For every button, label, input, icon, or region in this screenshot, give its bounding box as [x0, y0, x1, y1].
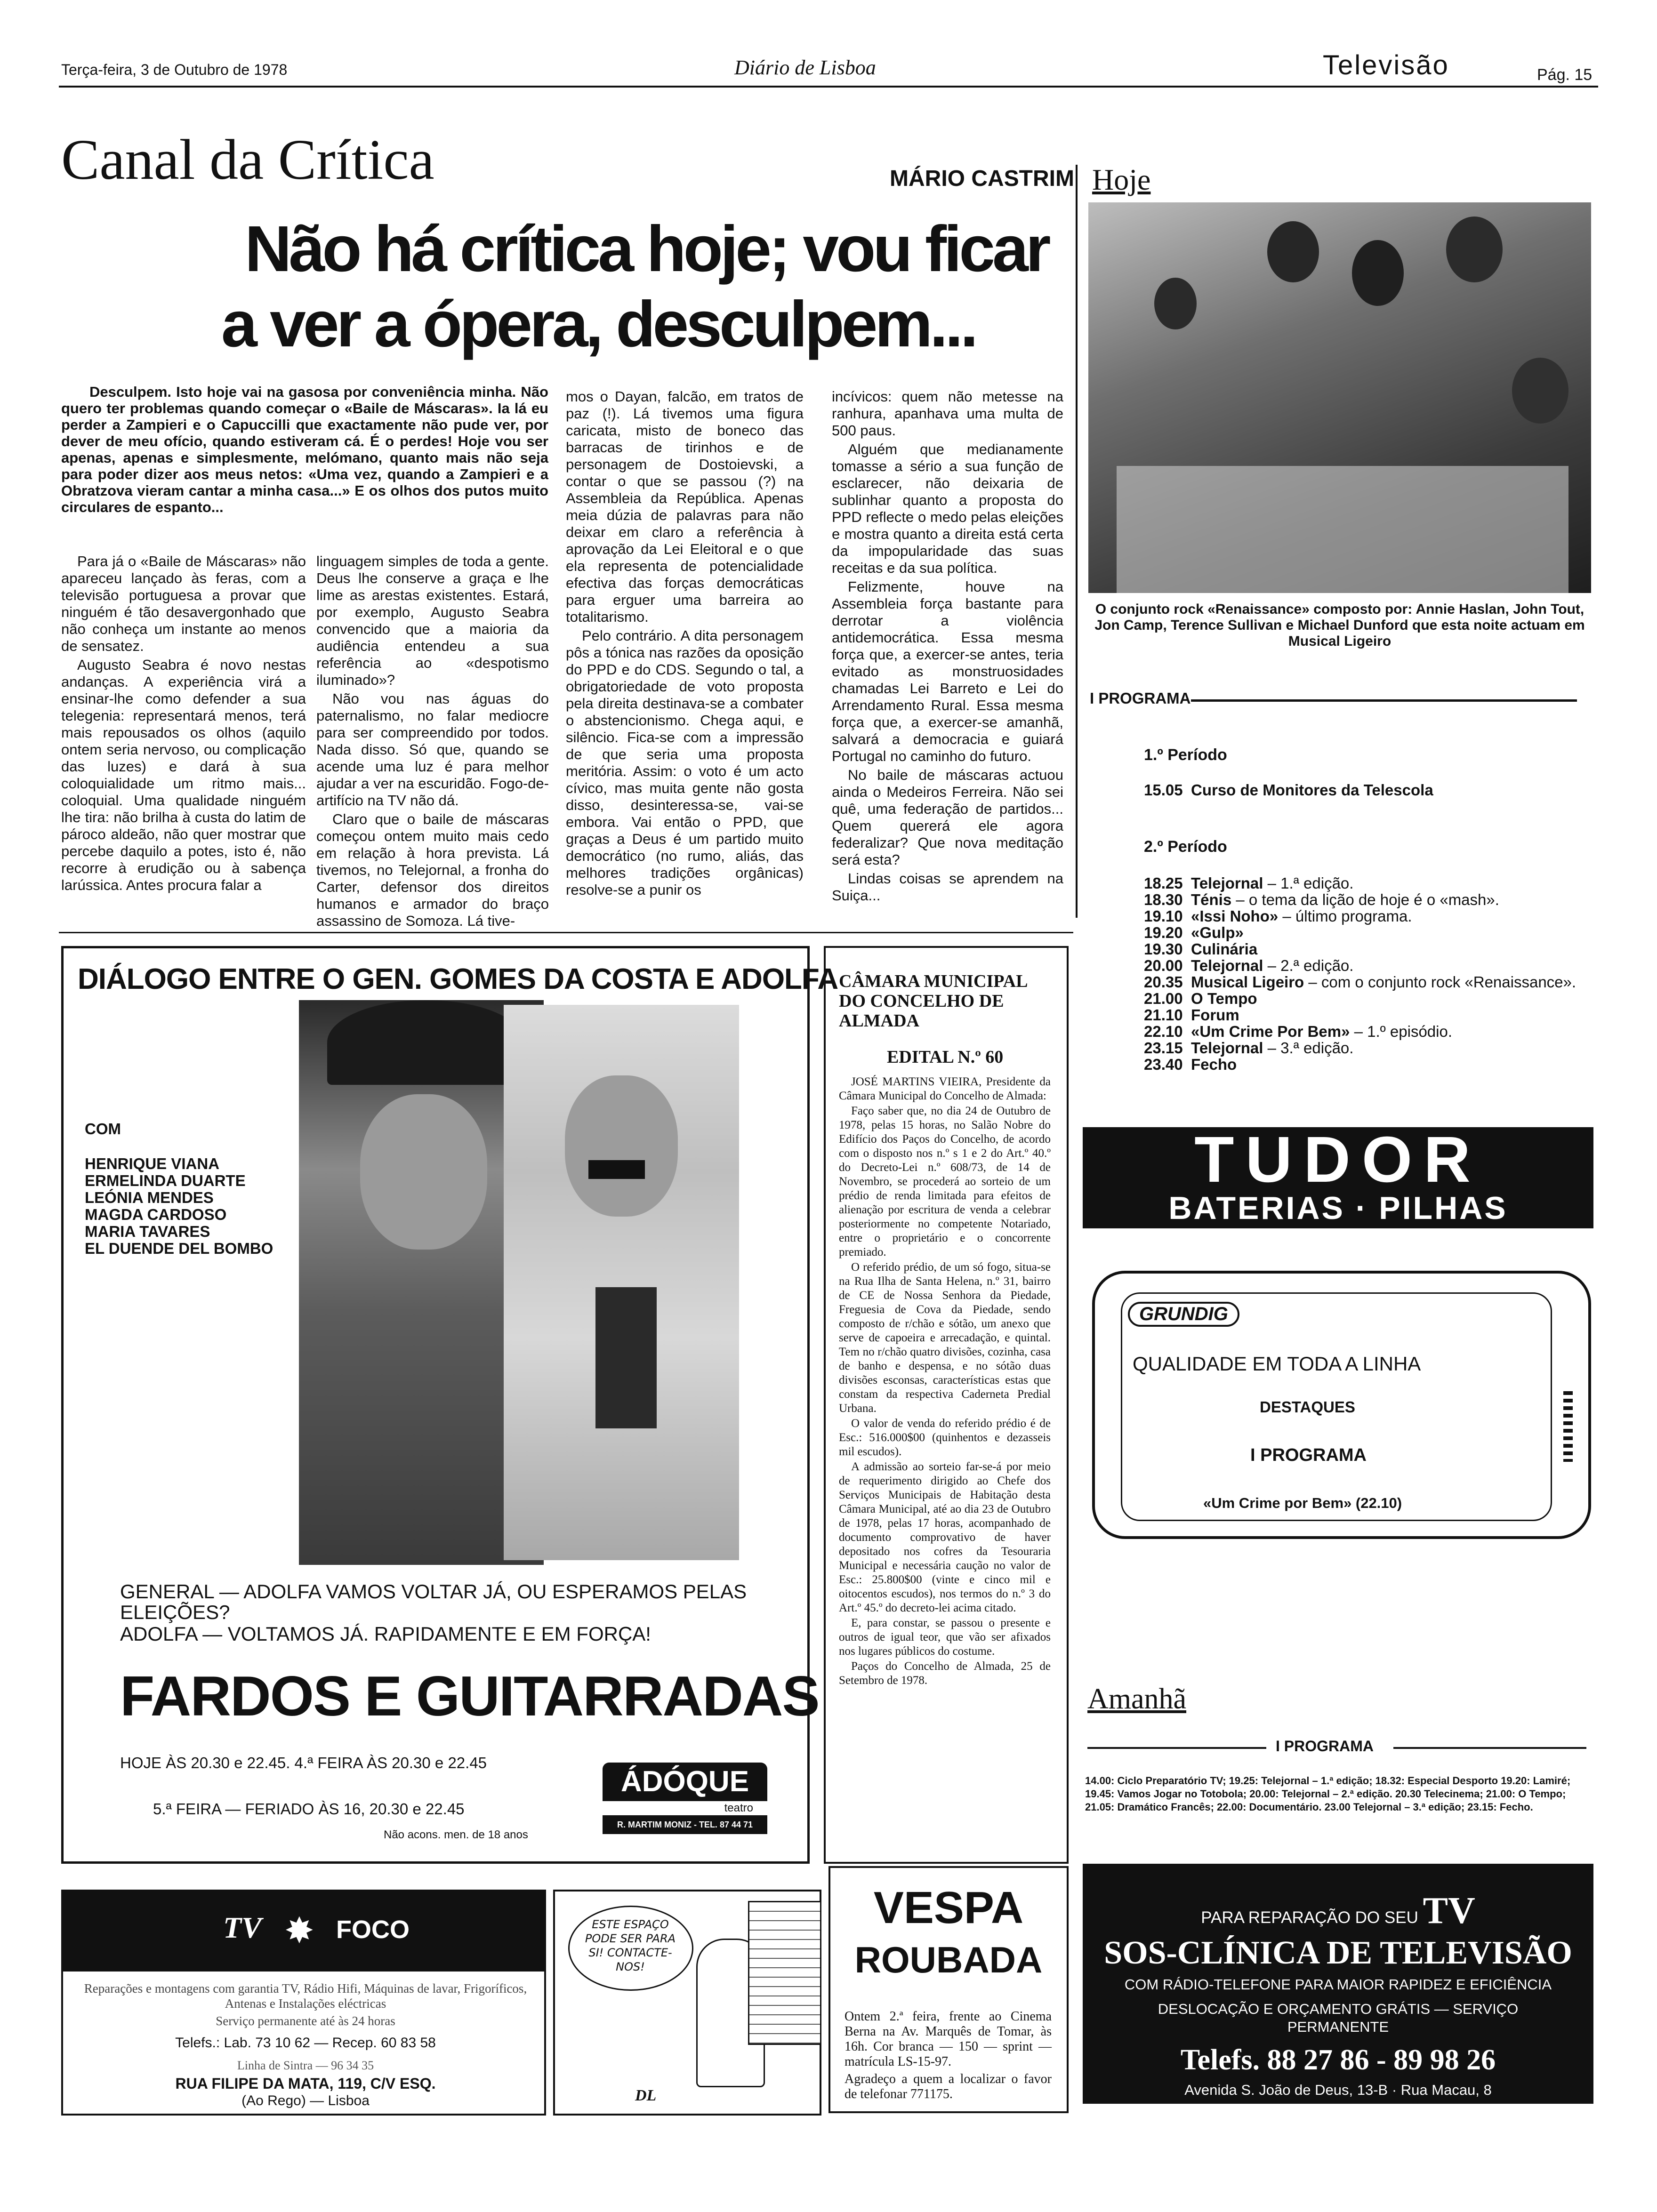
program-desc: – com o conjunto rock «Renaissance».: [1304, 973, 1577, 991]
amanha-rule-left: [1087, 1747, 1266, 1749]
program-title: Culinária: [1191, 940, 1258, 958]
cast-label: COM: [85, 1120, 121, 1138]
program-time: 23.40: [1144, 1056, 1183, 1073]
period1-row: [1144, 781, 1577, 799]
sos-address: Avenida S. João de Deus, 13-B · Rua Macau, 8: [1184, 2082, 1492, 2098]
tvfoco-address: RUA FILIPE DA MATA, 119, C/V ESQ.: [175, 2075, 436, 2092]
col4-p4: No baile de máscaras actuou ainda o Medeiros Ferreira. Não sei quê, uma federação de partidos... Quem quererá ele agora federalizar? Que nova meditação será esta?: [832, 767, 1063, 868]
program-title: Forum: [1191, 1006, 1239, 1024]
edital-heading: CÂMARA MUNICIPAL DO CONCELHO DE ALMADA: [839, 971, 1027, 1031]
character-sign: [748, 1901, 821, 2045]
cast-member: MARIA TAVARES: [85, 1223, 210, 1240]
section-title: Canal da Crítica: [61, 128, 434, 192]
edital-paragraph: A admissão ao sorteio far-se-á por meio de requerimento dirigido ao Chefe dos Serviços Municipais de Habitação desta Câmara Municipal, até ao dia 23 de Outubro de 1978, pelas 17 horas, acompanhado de documento comprovativo de haver depositado nos cofres da Tesouraria Municipal e necessária caução no valor de Esc.: 25.800$00 (vinte e cinco mil e oitocentos escudos), nos termos do n.º 3 do Art.º 45.º do decreto-lei acima citado.: [839, 1460, 1051, 1614]
edital-body: [839, 1075, 1051, 1689]
program-title: Fecho: [1191, 1056, 1237, 1073]
amanha-listing: 14.00: Ciclo Preparatório TV; 19.25: Telejornal – 1.ª edição; 18.32: Especial Desporto 19.20: Lamiré; 19.45: Vamos Jogar no Totobola; 20.00: Telejornal – 2.ª edição. 20.30 Telecinema; 21.00: O Tempo; 21.05: Dramático Francês; 22.00: Documentário. 23.00 Telejornal – 3.ª edição; 23.15: Fecho.: [1085, 1775, 1571, 1813]
period2-row: [1144, 957, 1577, 975]
page-number: Pág. 15: [1537, 66, 1593, 84]
col4-p5: Lindas coisas se aprendem na Suiça...: [832, 870, 1063, 904]
headline-line2: a ver a ópera, desculpem...: [221, 288, 976, 361]
sos-phones: Telefs. 88 27 86 - 89 98 26: [1180, 2044, 1496, 2076]
program-time: 19.30: [1144, 940, 1183, 958]
col4-p1: incívicos: quem não metesse na ranhura, apanhava uma multa de 500 paus.: [832, 388, 1063, 439]
program-time: 22.10: [1144, 1023, 1183, 1040]
cast-member: LEÓNIA MENDES: [85, 1189, 214, 1206]
period2-label: 2.º Período: [1144, 838, 1227, 856]
edital-number: EDITAL N.º 60: [887, 1047, 1004, 1067]
bubble-text: ESTE ESPAÇO PODE SER PARA SI! CONTACTE-NOS!: [585, 1918, 676, 1973]
tvfoco-star-icon: ✸: [284, 1911, 314, 1951]
sos-line1-text: PARA REPARAÇÃO DO SEU: [1201, 1908, 1418, 1927]
program-title: Musical Ligeiro: [1191, 973, 1304, 991]
edital-paragraph: Paços do Concelho de Almada, 25 de Setembro de 1978.: [839, 1660, 1051, 1687]
programa-rule: [1191, 699, 1577, 702]
article-col1: [61, 553, 306, 896]
period2-row: [1144, 891, 1577, 909]
dialog-adolfa: ADOLFA — VOLTAMOS JÁ. RAPIDAMENTE E EM FORÇA!: [120, 1623, 651, 1645]
amanha-title: Amanhã: [1087, 1683, 1187, 1715]
grundig-programa: I PROGRAMA: [1250, 1445, 1367, 1465]
sos-tv: TV: [1423, 1890, 1475, 1931]
tudor-brand: TUDOR: [1194, 1123, 1482, 1196]
theatre-address: R. MARTIM MONIZ - TEL. 87 44 71: [603, 1815, 767, 1834]
vespa-text: Ontem 2.ª feira, frente ao Cinema Berna na Av. Marquês de Tomar, às 16h. Cor branca — 150 — sprint — matrícula LS-15-97.: [845, 2009, 1052, 2069]
grundig-destaques: DESTAQUES: [1260, 1398, 1355, 1416]
tvfoco-tv: TV: [223, 1911, 262, 1944]
program-title: Telejornal: [1191, 874, 1263, 892]
edital-paragraph: O valor de venda do referido prédio é de Esc.: 516.000$00 (quinhentos e dezasseis mil escudos).: [839, 1417, 1051, 1458]
grundig-highlight: «Um Crime por Bem» (22.10): [1203, 1495, 1402, 1511]
vespa-title: VESPA: [873, 1883, 1024, 1933]
sos-line3: DESLOCAÇÃO E ORÇAMENTO GRÁTIS — SERVIÇO PERMANENTE: [1158, 2001, 1519, 2035]
tvfoco-logo-band: [63, 1891, 544, 1972]
adolfa-ad: [61, 946, 838, 1864]
vespa-subtitle: ROUBADA: [854, 1939, 1043, 1980]
program-title: Ténis: [1191, 891, 1232, 908]
tvfoco-ad: [61, 1890, 546, 2116]
program-time: 15.05: [1144, 781, 1183, 799]
theatre-name: ÁDÓQUE: [603, 1763, 767, 1801]
article-col2: [316, 553, 549, 931]
vespa-ad: [828, 1866, 1069, 2113]
column-divider: [1076, 165, 1078, 918]
program-time: 21.00: [1144, 990, 1183, 1007]
tvfoco-area: (Ao Rego) — Lisboa: [241, 2093, 370, 2108]
edital-paragraph: O referido prédio, de um só fogo, situa-se na Rua Ilha de Santa Helena, n.º 31, bairro de CE de Nossa Senhora da Piedade, Freguesia de Cova da Piedade, sendo composto de r/chão e sótão, um anexo que serve de capoeira e arrecadação, e quintal. Tem no r/chão quatro divisões, cozinha, casa de banho e despensa, e no sótão duas divisões esconsas, características estas que constam da respectiva Caderneta Predial Urbana.: [839, 1261, 1051, 1415]
programa-label: I PROGRAMA: [1090, 689, 1191, 707]
period2-row: [1144, 973, 1577, 991]
cast-member: EL DUENDE DEL BOMBO: [85, 1240, 273, 1257]
tudor-tagline: BATERIAS · PILHAS: [1168, 1190, 1508, 1226]
age-rating: Não acons. men. de 18 anos: [384, 1828, 528, 1841]
sos-line2: COM RÁDIO-TELEFONE PARA MAIOR RAPIDEZ E EFICIÊNCIA: [1124, 1976, 1552, 1993]
period2-row: [1144, 874, 1577, 892]
article-col3: [566, 388, 804, 900]
show-title: FARDOS E GUITARRADAS: [120, 1665, 819, 1728]
masthead: Diário de Lisboa: [734, 56, 876, 79]
period2-row: [1144, 1023, 1577, 1041]
program-time: 18.30: [1144, 891, 1183, 908]
article-col4: [832, 388, 1063, 906]
program-title: «Um Crime Por Bem»: [1191, 1023, 1350, 1040]
theatre-sub: teatro: [724, 1802, 753, 1814]
cast-member: MAGDA CARDOSO: [85, 1206, 227, 1223]
lead-paragraph: [61, 384, 548, 517]
col1-p2: Augusto Seabra é novo nestas andanças. A experiência virá a ensinar-lhe como defender a sua telegenia: representará menos, terá mais repousados os olhos (aquilo ontem seria nervoso, ou complicação das luzes) e dará à sua coloquialidade um ritmo mais... coloquial. Uma qualidade ninguém lhe tira: não brilha à custa do latim de pároco aldeão, não quer mostrar que percebe daquilo a potes, isto é, não recorre à erudição ou à sabença larússica. Antes procura falar a: [61, 657, 306, 893]
period2-row: [1144, 924, 1577, 942]
cast-member: ERMELINDA DUARTE: [85, 1172, 246, 1189]
cartoon-ad: [553, 1890, 821, 2116]
grundig-slogan: QUALIDADE EM TODA A LINHA: [1133, 1353, 1421, 1375]
cast-list: [85, 1155, 273, 1257]
tvfoco-hours: Serviço permanente até às 24 horas: [216, 2014, 395, 2028]
program-time: 19.20: [1144, 924, 1183, 941]
col4-p2: Alguém que medianamente tomasse a sério a sua função de esclarecer, não deixaria de sublinhar quanto a proposta do PPD reflecte o medo pelas eleições e mostra quanto a direita está certa da impopularidade das suas receitas e da sua política.: [832, 441, 1063, 576]
col2-p3: Claro que o baile de máscaras começou ontem muito mais cedo em relação à hora prevista. Lá tivemos, no Telejornal, a fronha do Carter, defensor dos direitos humanos e armador do braço assassino de Somoza. Lá tive-: [316, 811, 549, 929]
sos-name: SOS-CLÍNICA DE TELEVISÃO: [1104, 1935, 1572, 1971]
grundig-brand: GRUNDIG: [1128, 1302, 1239, 1327]
col2-p1: linguagem simples de toda a gente. Deus lhe conserve a graça e lhe lime as arestas existentes. Estará, por exemplo, Augusto Seabra convencido que a maioria da audiência entendeu a sua referência ao «despotismo iluminado»?: [316, 553, 549, 688]
program-title: «Issi Noho»: [1191, 907, 1279, 925]
col3-p2: Pelo contrário. A dita personagem pôs a tónica nas razões da oposição do PPD e do CDS. Segundo o tal, a obrigatoriedade de voto proposta pela direita destinava-se a combater o abstencionismo. Chega aqui, e silêncio. Fica-se com a impressão de que seria uma proposta meritória. Assim: o voto é um acto cívico, mas muita gente não gosta disso, desinteressa-se, vai-se embora. Vai então o PPD, que graças a Deus é um partido muito democrático (no rumo, aliás, das melhores tradições orgânicas) resolve-se a punir os: [566, 627, 804, 898]
period2-row: [1144, 1056, 1577, 1074]
edital-box: [824, 946, 1069, 1864]
tvfoco-phones: Telefs.: Lab. 73 10 62 — Recep. 60 83 58: [175, 2035, 436, 2051]
hoje-title: Hoje: [1092, 163, 1151, 196]
edital-paragraph: JOSÉ MARTINS VIEIRA, Presidente da Câmara Municipal do Concelho de Almada:: [839, 1075, 1051, 1102]
program-title: «Gulp»: [1191, 924, 1244, 941]
adolfa-photo: [504, 1005, 739, 1560]
program-time: 20.35: [1144, 973, 1183, 991]
program-time: 23.15: [1144, 1039, 1183, 1057]
vespa-thanks: Agradeço a quem a localizar o favor de telefonar 771175.: [845, 2072, 1052, 2101]
col1-p1: Para já o «Baile de Máscaras» não apareceu lançado às feras, com a televisão portuguesa a provar que ninguém é tão desavergonhado que não conheça um instante ao menos de sensatez.: [61, 553, 306, 654]
headline-line1: Não há crítica hoje; vou ficar: [245, 213, 1048, 285]
grundig-ad: [1092, 1271, 1591, 1539]
amanha-rule-right: [1393, 1747, 1586, 1749]
program-desc: – 3.ª edição.: [1263, 1039, 1354, 1057]
header-date: Terça-feira, 3 de Outubro de 1978: [61, 61, 288, 78]
show-times1: HOJE ÀS 20.30 e 22.45. 4.ª FEIRA ÀS 20.30 e 22.45: [120, 1754, 487, 1771]
adolfa-title: DIÁLOGO ENTRE O GEN. GOMES DA COSTA E ADOLFA: [78, 963, 838, 995]
period2-row: [1144, 940, 1577, 958]
lead-text: Desculpem. Isto hoje vai na gasosa por conveniência minha. Não quero ter problemas quando começar o «Baile de Máscaras». Ia lá eu perder a Zampieri e o Capuccilli que exactamente não pude ver, por dever de meu ofício, quando estiveram cá. É o perdes! Hoje vou ser apenas, apenas e simplesmente, melómano, quanto mais não seja para poder dizer aos meus netos: «Uma vez, quando a Zampieri e a Obratzova vieram cantar a minha casa...» E os olhos dos putos muito circulares de espanto...: [61, 384, 548, 515]
col4-p3: Felizmente, houve na Assembleia força bastante para derrotar a violência antidemocrática. Essa mesma força que, a exercer-se antes, teria evitado as monstruosidades chamadas Lei Barreto e Lei do Arrendamento Rural. Essa mesma força que, a exercer-se amanhã, salvará a democracia e guiará Portugal no caminho do futuro.: [832, 578, 1063, 764]
edital-paragraph: E, para constar, se passou o presente e outros de igual teor, que vão ser afixados nos lugares públicos do costume.: [839, 1617, 1051, 1658]
program-time: 21.10: [1144, 1006, 1183, 1024]
cast-member: HENRIQUE VIANA: [85, 1155, 220, 1172]
program-desc: – 1.º episódio.: [1350, 1023, 1452, 1040]
col2-p2: Não vou nas águas do paternalismo, no falar mediocre para ser compreendido por todos. Nada disso. Só que, quando se acende uma luz é para melhor ajudar a ver na escuridão. Fogo-de-artifício na TV não dá.: [316, 690, 549, 809]
sos-line1: [1083, 1890, 1593, 1932]
sos-ad: [1083, 1864, 1593, 2104]
tudor-ad: [1083, 1123, 1593, 1228]
program-desc: – último programa.: [1278, 907, 1412, 925]
tv-speaker-grille: [1563, 1391, 1573, 1462]
period1-label: 1.º Período: [1144, 746, 1227, 764]
header-rule: [59, 86, 1598, 88]
section-label: Televisão: [1323, 50, 1449, 80]
period2-row: [1144, 1006, 1577, 1024]
period2-row: [1144, 990, 1577, 1008]
period2-row: [1144, 1039, 1577, 1057]
theatre-logo: [603, 1763, 767, 1845]
period2-row: [1144, 907, 1577, 925]
program-desc: – 1.ª edição.: [1263, 874, 1354, 892]
show-times2: 5.ª FEIRA — FERIADO ÀS 16, 20.30 e 22.45: [153, 1800, 465, 1818]
tvfoco-linha: Linha de Sintra — 96 34 35: [237, 2059, 374, 2072]
tvfoco-foco: FOCO: [336, 1915, 410, 1944]
program-title: Telejornal: [1191, 1039, 1263, 1057]
amanha-programa-label: I PROGRAMA: [1276, 1738, 1374, 1755]
program-time: 18.25: [1144, 874, 1183, 892]
program-time: 19.10: [1144, 907, 1183, 925]
band-photo: [1088, 202, 1591, 593]
dialog-general: GENERAL — ADOLFA VAMOS VOLTAR JÁ, OU ESPERAMOS PELAS ELEIÇÕES?: [120, 1580, 747, 1623]
col3-p1: mos o Dayan, falcão, em tratos de paz (!). Lá tivemos uma figura caricata, misto de boneco das barracas de tirinhos e de personagem de Dostoievski, a contar o que se passou (?) na Assembleia da República. Apenas meia dúzia de palavras para não deixar em claro a referência à aprovação da Lei Eleitoral e o que ela representa de potencialidade efectiva das forças democráticas para erguer uma barreira ao totalitarismo.: [566, 388, 804, 625]
tvfoco-services: Reparações e montagens com garantia TV, Rádio Hifi, Máquinas de lavar, Frigoríficos, Antenas e Instalações eléctricas: [84, 1981, 527, 2011]
photo-caption: O conjunto rock «Renaissance» composto por: Annie Haslan, John Tout, Jon Camp, Terence Sullivan e Michael Dunford que esta noite actuam em Musical Ligeiro: [1094, 601, 1585, 649]
cartoon-signature: DL: [635, 2087, 657, 2104]
program-time: 20.00: [1144, 957, 1183, 974]
program-title: Telejornal: [1191, 957, 1263, 974]
author: MÁRIO CASTRIM: [890, 166, 1074, 191]
program-title: O Tempo: [1191, 990, 1257, 1007]
program-title: Curso de Monitores da Telescola: [1191, 781, 1433, 799]
program-desc: – 2.ª edição.: [1263, 957, 1354, 974]
edital-paragraph: Faço saber que, no dia 24 de Outubro de 1978, pelas 15 horas, no Salão Nobre do Edifício dos Paços do Concelho, de acordo com o disposto nos n.º s 1 e 2 do Art.º 40.º do Decreto-Lei n.º 608/73, de 14 de Novembro, se procederá ao sorteio de um prédio de renda limitada para efeitos de alienação por escritura de venda a celebrar posteriormente no competente Notariado, entre o proprietário e o concorrente premiado.: [839, 1105, 1051, 1258]
article-bottom-rule: [59, 932, 1073, 933]
program-desc: – o tema da lição de hoje é o «mash».: [1231, 891, 1499, 908]
